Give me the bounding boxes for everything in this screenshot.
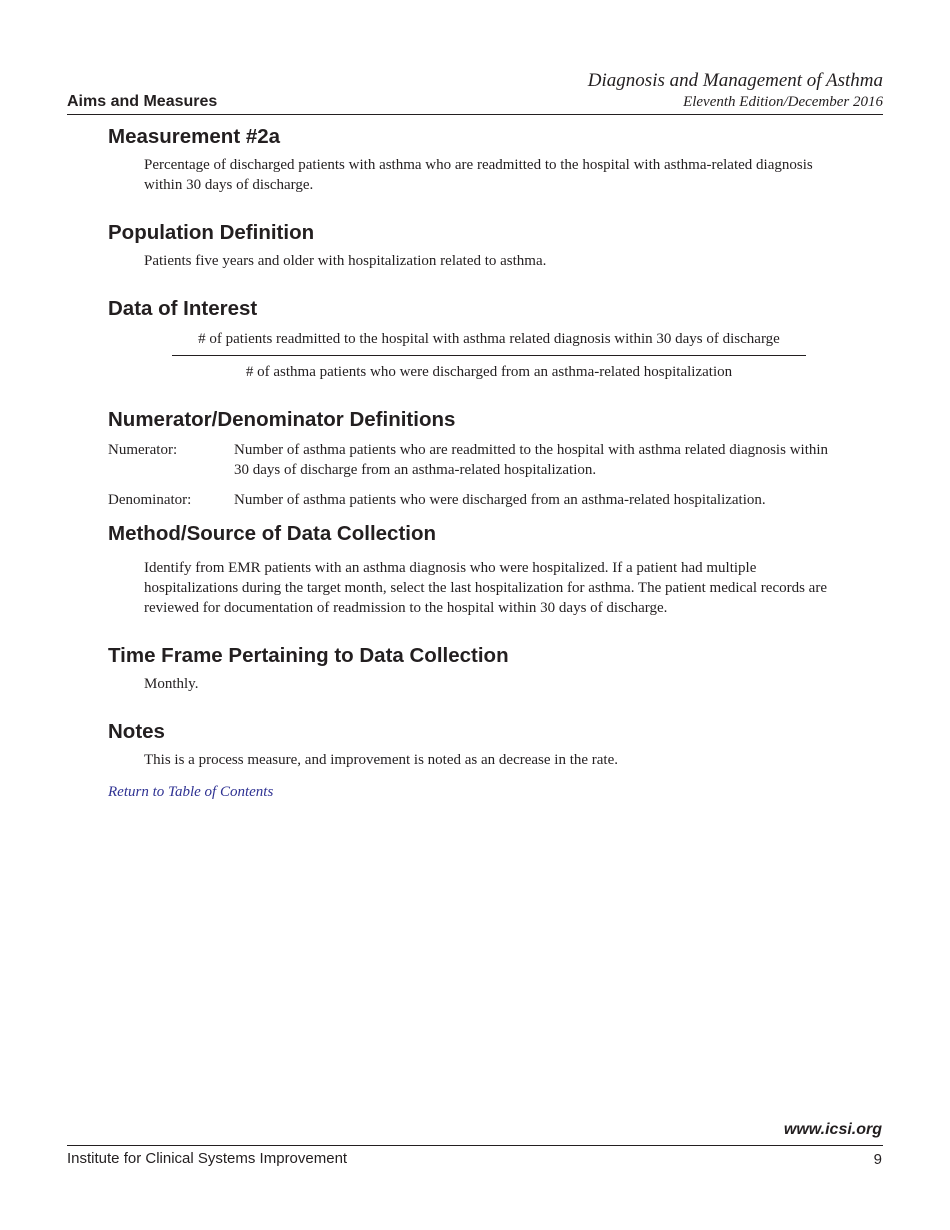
section-heading: Data of Interest <box>108 297 258 320</box>
document-edition: Eleventh Edition/December 2016 <box>683 94 883 110</box>
document-title: Diagnosis and Management of Asthma <box>587 70 883 91</box>
section-text: Monthly. <box>144 676 199 692</box>
section-data-of-interest <box>108 295 838 382</box>
return-to-toc-link[interactable]: Return to Table of Contents <box>108 784 274 800</box>
fraction-denominator: # of asthma patients who were discharged from an asthma-related hospitalization <box>245 364 733 380</box>
section-heading: Method/Source of Data Collection <box>108 522 437 545</box>
section-definitions <box>108 406 838 510</box>
definition-label: Denominator: <box>108 492 192 508</box>
section-heading: Numerator/Denominator Definitions <box>108 408 456 431</box>
definition-label: Numerator: <box>108 442 178 458</box>
section-text: Percentage of discharged patients with asthma who are readmitted to the hospital with asthma-related diagnosis within 30 days of discharge. <box>144 157 813 193</box>
fraction <box>172 329 806 382</box>
section-time-frame <box>108 642 838 694</box>
footer-rule <box>67 1145 883 1146</box>
page-number: 9 <box>873 1151 882 1168</box>
header-document-info <box>588 70 883 112</box>
footer-organization: Institute for Clinical Systems Improvement <box>67 1150 348 1167</box>
section-measurement <box>108 123 838 195</box>
section-method <box>108 520 838 618</box>
section-heading: Time Frame Pertaining to Data Collection <box>108 644 509 667</box>
section-text: This is a process measure, and improvement is noted as an decrease in the rate. <box>144 752 619 768</box>
page-content <box>108 123 838 802</box>
definition-text: Number of asthma patients who are readmitted to the hospital with asthma related diagnosis within 30 days of discharge from an asthma-related hospitalization. <box>234 442 829 478</box>
section-population <box>108 219 838 271</box>
section-heading: Population Definition <box>108 221 315 244</box>
denominator-definition <box>108 490 838 510</box>
section-heading: Measurement #2a <box>108 125 281 148</box>
footer-url: www.icsi.org <box>783 1121 882 1138</box>
section-notes <box>108 718 838 770</box>
definition-text: Number of asthma patients who were discharged from an asthma-related hospitalization. <box>234 492 766 508</box>
header-rule <box>67 114 883 115</box>
numerator-definition <box>108 440 838 480</box>
section-text: Patients five years and older with hospitalization related to asthma. <box>144 253 547 269</box>
section-text: Identify from EMR patients with an asthma diagnosis who were hospitalized. If a patient had multiple hospitalizations during the target month, select the last hospitalization for asthma. The patient medical records are reviewed for documentation of readmission to the hospital within 30 days of discharge. <box>144 560 827 616</box>
header-section-label: Aims and Measures <box>67 93 218 110</box>
fraction-numerator: # of patients readmitted to the hospital with asthma related diagnosis within 30 days of discharge <box>172 329 806 356</box>
section-heading: Notes <box>108 720 165 743</box>
